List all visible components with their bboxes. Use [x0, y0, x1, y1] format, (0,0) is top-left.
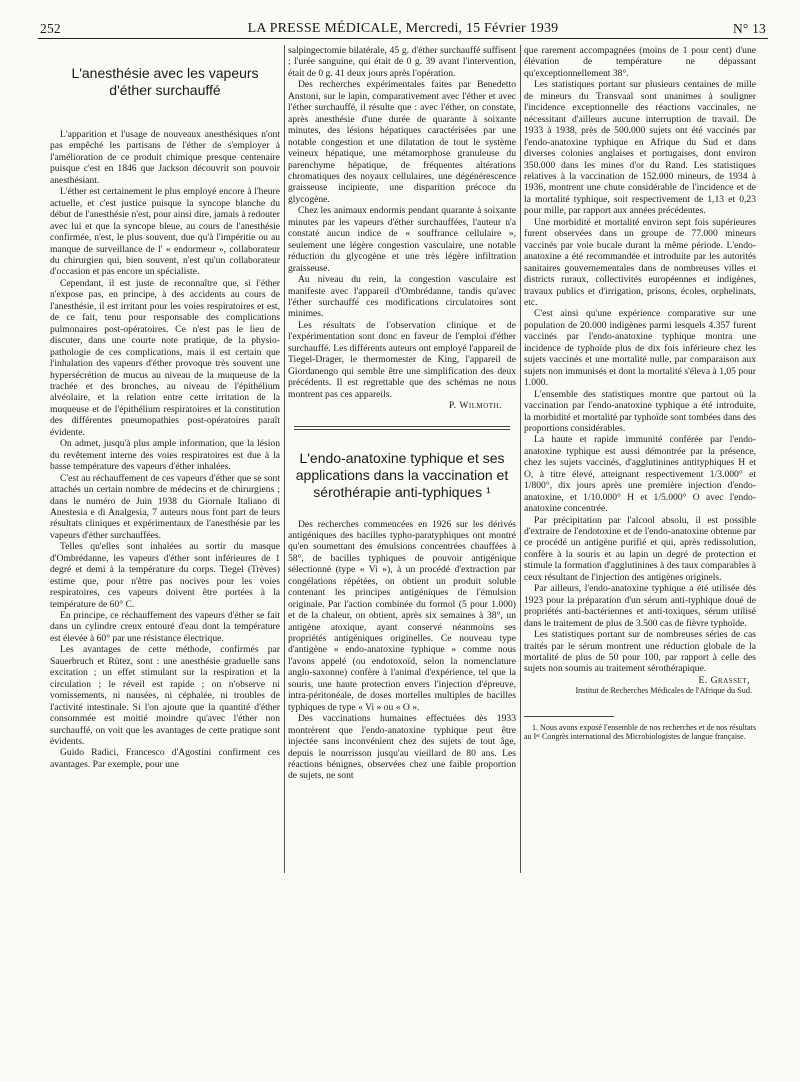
column-3 [524, 45, 756, 742]
paragraph: Telles qu'elles sont inhalées au sortir du masque d'Ombrédanne, les vapeurs d'éther sont inférieures de 1 degré et demi à la température du corps. Tiegel (Trèves) estime que, pour n'être pas nocives pour les voies respiratoires, ces vapeurs doivent être portées à la température de 60° C. [50, 541, 280, 610]
paragraph: Les avantages de cette méthode, confirmés par Sauerbruch et Rütez, sont : une anesthésie graduelle sans excitation ; un effet stimulant sur la respiration et la circulation ; le réveil est rapide ; on n'observe ni vomissements, ni nausées, ni céphalée, ni troubles de l'activité intestinale. Si l'on ajoute que la quantité d'éther consommée est moitié moindre qu'avec l'éther non surchauffé, on voit que les avantages de cette pratique sont évidents. [50, 644, 280, 748]
signature-wilmoth: P. Wilmoth. [448, 400, 502, 412]
institution: Institut de Recherches Médicales de l'Afrique du Sud. [575, 686, 752, 696]
paragraph: Par ailleurs, l'endo-anatoxine typhique a été utilisée dès 1923 pour la préparation d'un sérum anti-typhique doué de propriétés anti-bactériennes et anti-toxiques, sérum utilisé dans le traitement de plus de 3.500 cas de fièvre typhoïde. [524, 583, 756, 629]
issue-number: N° 13 [732, 21, 766, 36]
masthead: LA PRESSE MÉDICALE, Mercredi, 15 Février 1939 [247, 21, 559, 36]
signature-grasset: E. Grasset, [698, 674, 750, 686]
paragraph: On admet, jusqu'à plus ample information, que la lésion du revêtement interne des voies respiratoires est due à la basse température des vapeurs d'éther inhalées. [50, 438, 280, 473]
article-title-endo-anatoxine: L'endo-anatoxine typhique et ses applications dans la vaccination et sérothérapie anti-typhiques ¹ [295, 449, 509, 500]
column-divider [520, 45, 521, 873]
paragraph: Au niveau du rein, la congestion vasculaire est manifeste avec l'appareil d'Ombrédanne, tandis qu'avec l'éther surchauffé ces modifications circulatoires sont minimes. [288, 274, 516, 320]
paragraph: Les statistiques portant sur de nombreuses séries de cas traités par le sérum montrent une réduction globale de la mortalité de plus de 50 pour 100, par rapport à celle des sujets non soumis au traitement sérothérapique. [524, 629, 756, 675]
paragraph: Les résultats de l'observation clinique et de l'expérimentation sont donc en faveur de l'emploi d'éther surchauffé. Les différents auteurs ont employé l'appareil de Tiegel-Drager, le thermomester de King, l'appareil de Giordanengo qui semble être une simplification des deux précédents. Il est regrettable que des schémas ne nous montrent pas ces appareils. [288, 319, 516, 400]
paragraph: salpingectomie bilatérale, 45 g. d'éther surchauffé suffisent ; l'urée sanguine, qui était de 0 g. 39 avant l'intervention, était de 0 g. 41 deux jours après l'opération. [288, 45, 516, 79]
paragraph: L'apparition et l'usage de nouveaux anesthésiques n'ont pas empêché les partisans de l'éther de s'employer à l'amélioration de ce produit chimique presque centenaire puisque c'est en 1846 que Jackson découvrit son pouvoir anesthésiant. [50, 129, 280, 186]
paragraph: Des recherches expérimentales faites par Benedetto Anstoni, sur le lapin, comparativement avec l'éther et avec l'éther surchauffé, il résulte que : avec l'éther, on constate, après anesthésie d'une durée de quarante à soixante minutes, des lésions hépatiques caractérisées par une notable congestion et une dilatation de tout le système veineux hépatique, une métamorphose granuleuse du parenchyme hépatique, de fréquentes altérations chromatiques des noyaux cellulaires, une dégénérescence graisseuse incipiente, une disparition précoce du glycogène. [288, 79, 516, 205]
paragraph: Cependant, il est juste de reconnaître que, si l'éther n'expose pas, en principe, à des accidents au cours de l'anesthésie, il est irritant pour les voies respiratoires et est, de ce fait, tenu pour responsable des complications pulmonaires post-opératoires. Ce n'est pas le lieu de discuter, dans une courte note pratique, de la physio-pathologie de ces complications, mais il est certain que l'inhalation des vapeurs d'éther provoque très souvent une hypersécrétion de mucus au niveau de la muqueuse de la trachée et des bronches, au niveau de l'épithélium alvéolaire, et la relation entre cette irritation de la muqueuse et de l'épithélium respiratoires et la constitution des différentes pneumopathies post-opératoires paraît évidente. [50, 277, 280, 438]
article-title-anesthesia: L'anesthésie avec les vapeurs d'éther surchauffé [71, 65, 259, 98]
paragraph: C'est au réchauffement de ces vapeurs d'éther que se sont attachés un certain nombre de médecins et de chirurgiens ; dans le numéro de Juin 1938 du Giornale Italiano di Anestesia e di Analgesia, 7 auteurs nous font part de leurs résultats cliniques et expérimentaux de l'anesthésie par les vapeurs d'éther surchauffées. [50, 472, 280, 541]
column-2 [288, 45, 516, 782]
footnote-rule [524, 716, 614, 717]
paragraph: La haute et rapide immunité conférée par l'endo-anatoxine typhique est aussi démontrée par la présence, chez les sujets vaccinés, d'agglutinines antityphiques H et O, à titre élevé, atteignant respectivement 1/3.000° et 1/800°, dix jours après une première injection d'endo-anatoxine, et 1/10.000° H et 1/5.000° O avec l'endo-anatoxine concentrée. [524, 434, 756, 515]
paragraph: Des recherches commencées en 1926 sur les dérivés antigéniques des bacilles typho-paratyphiques ont montré qu'en soumettant des émulsions concentrées chauffées à 58°, de bacilles typhiques de pouvoir antigénique sélectionné (type « Vi »), à un procédé d'extraction par congélations répétées, on obtient un produit soluble contenant les principes antigéniques de l'émulsion originale. Par l'action combinée du formol (5 pour 1.000) et de la chaleur, on obtient, après six semaines à 38°, un antigène atoxique, ayant conservé néanmoins ses propriétés antigéniques originelles. Ce nouveau type d'antigène « endo-anatoxine typhique » comme nous l'avons appelé (ou endotoxoïd, selon la nomenclature anglo-saxonne) confère à l'animal d'expérience, tel que la souris, une haute protection envers l'injection d'épreuve, intra-péritonéale, de doses mortelles multiples de bacilles typhiques de type « Vi » ou « O ». [288, 518, 516, 713]
header-rule [38, 38, 768, 39]
column-divider [284, 45, 285, 873]
paragraph: Chez les animaux endormis pendant quarante à soixante minutes par les vapeurs d'éther surchauffées, l'auteur n'a constaté aucun indice de « souffrance cellulaire », seulement une légère congestion vasculaire, une notable réduction du glycogène et une très légère infiltration graisseuse. [288, 205, 516, 274]
article-separator [294, 426, 510, 430]
paragraph: Les statistiques portant sur plusieurs centaines de mille de mineurs du Transvaal sont unanimes à souligner l'incidence exceptionnelle des réactions vaccinales, ne nécessitant d'ailleurs aucune interruption de travail. De 1933 à 1938, près de 500.000 sujets ont été vaccinés par l'endo-anatoxine typhique en Afrique du Sud et dans diverses colonies anglaises et portugaises, dont environ 350.000 dans les mines d'or du Rand. Les statistiques relatives à la vaccination de 152.000 mineurs, de 1934 à 1936, montrent une chute considérable de l'incidence et de la mortalité typhique, soit respectivement de 1,13 et 0,23 pour mille, par rapport aux années précédentes. [524, 79, 756, 217]
paragraph: Une morbidité et mortalité environ sept fois supérieures furent observées dans un groupe de 77.000 mineurs vaccinés par voie bucale durant la même période. L'endo-anatoxine a été recommandée et introduite par les autorités sanitaires gouvernementales dans de nombreuses villes et districts ruraux, collectivités européennes et indigènes, travaux publics et d'irrigation, prisons, écoles, orphelinats, etc. [524, 216, 756, 308]
paragraph: Des vaccinations humaines effectuées dès 1933 montrèrent que l'endo-anatoxine typhique peut être injectée sans inconvénient chez des sujets de tout âge, depuis le nourrisson jusqu'au vieillard de 80 ans. Les réactions bénignes, observées chez une faible proportion de sujets, ne sont [288, 713, 516, 782]
paragraph: L'ensemble des statistiques montre que partout où la vaccination par l'endo-anatoxine typhique a été introduite, la morbidité et mortalité par typhoïde sont tombées dans des proportions considérables. [524, 388, 756, 434]
paragraph: L'éther est certainement le plus employé encore à l'heure actuelle, et c'est justice puisque la syncope blanche du début de l'anesthésie n'est, pour ainsi dire, jamais à redouter avec lui et que la syncope bleue, au cours de l'anesthésie confirmée, n'est, le plus souvent, due qu'à l'impéritie ou au manque de surveillance de l' « endormeur », collaborateur du chirurgien qui, bien souvent, n'est qu'un collaborateur d'occasion et pas encore un spécialiste. [50, 186, 280, 278]
page-number: 252 [40, 21, 61, 36]
paragraph: que rarement accompagnées (moins de 1 pour cent) d'une élévation de température ne dépassant qu'exceptionnellement 38°. [524, 45, 756, 79]
paragraph: Guido Radici, Francesco d'Agostini confirment ces avantages. Par exemple, pour une [50, 747, 280, 770]
paragraph: En principe, ce réchauffement des vapeurs d'éther se fait dans un cylindre creux entouré d'eau dont la température est élevée à 60° par une résistance électrique. [50, 610, 280, 644]
paragraph: Par précipitation par l'alcool absolu, il est possible d'extraire de l'endotoxine et de l'endo-anatoxine obtenue par ce procédé un antigène purifié et qui, après redissolution, confère à la souris et au lapin un degré de protection et stimule la formation d'agglutinines à des taux comparables à ceux résultant de l'injection des antigènes originels. [524, 514, 756, 583]
footnote: 1. Nous avons exposé l'ensemble de nos recherches et de nos résultats au Iᵉʳ Congrès international des Microbiologistes de langue française. [524, 722, 756, 742]
column-1 [50, 45, 280, 770]
paragraph: C'est ainsi qu'une expérience comparative sur une population de 20.000 indigènes parmi lesquels 4.357 furent vaccinés par l'endo-anatoxine typhique montra une incidence de typhoïde plus de dix fois inférieure chez les sujets vaccinés et une mortalité nulle, par comparaison aux sujets non immunisés et dont la mortalité s'éleva à 1,05 pour 1.000. [524, 308, 756, 389]
page-header [40, 19, 766, 37]
